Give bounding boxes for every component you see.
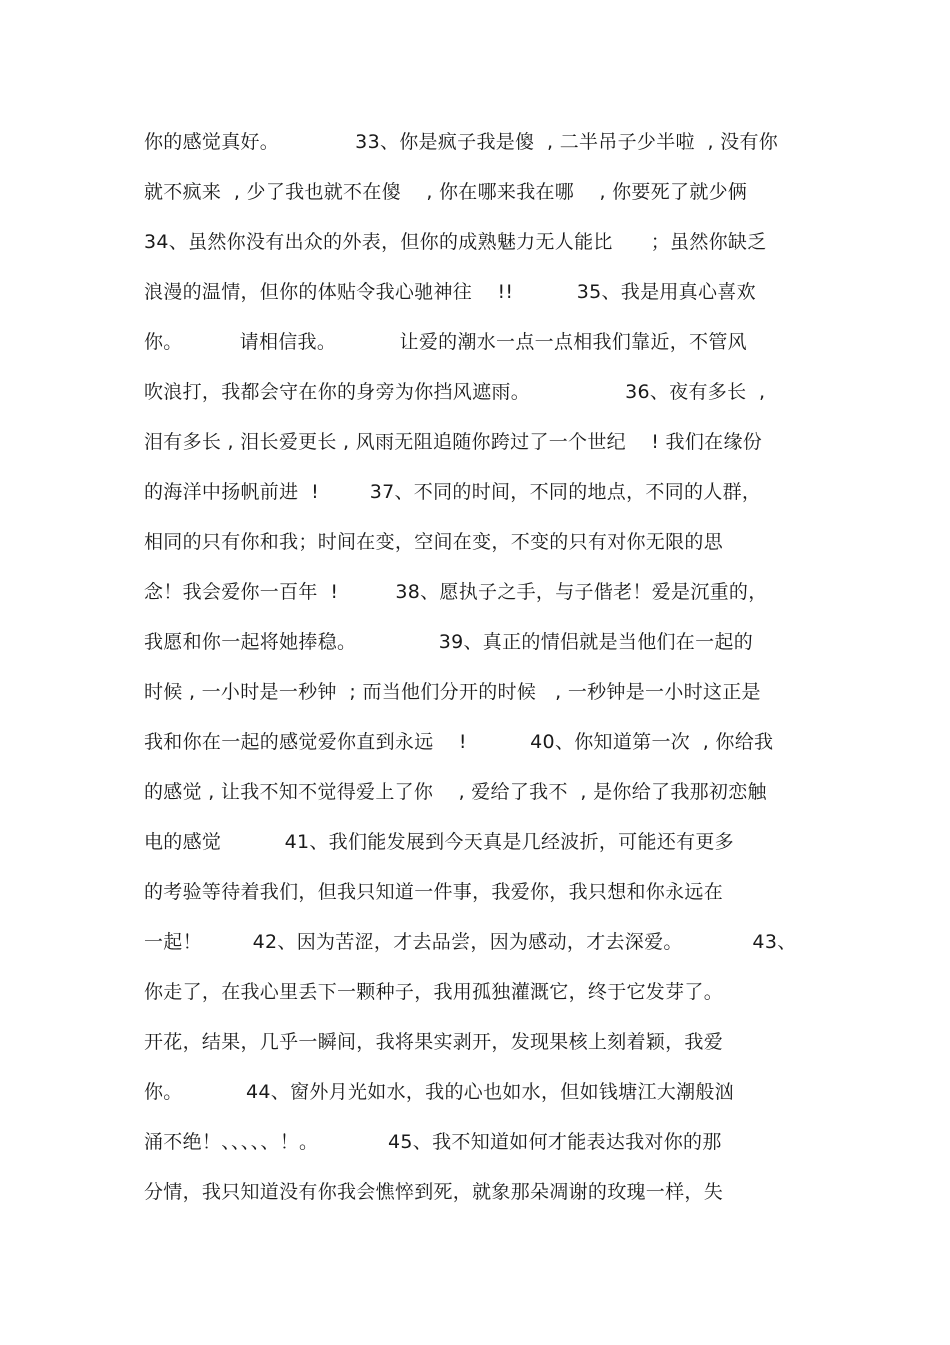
text-line: 电的感觉 41、我们能发展到今天真是几经波折，可能还有更多 (144, 831, 734, 853)
text-line: 分情，我只知道没有你我会憔悴到死，就象那朵凋谢的玫瑰一样，失 (144, 1181, 724, 1203)
text-line: 相同的只有你和我；时间在变，空间在变，不变的只有对你无限的思 (144, 531, 724, 553)
text-line: 的感觉 , 让我不知不觉得爱上了你 , 爱给了我不 , 是你给了我那初恋触 (144, 781, 767, 803)
text-line: 你走了，在我心里丢下一颗种子，我用孤独灌溉它，终于它发芽了。 (144, 981, 724, 1003)
text-line: 34、虽然你没有出众的外表，但你的成熟魅力无人能比 ；虽然你缺乏 (144, 231, 767, 253)
text-line: 一起！ 42、因为苦涩，才去品尝，因为感动，才去深爱。 43、 (144, 931, 797, 953)
text-line: 你。 请相信我。 让爱的潮水一点一点相我们靠近，不管风 (144, 331, 747, 353)
body-text (144, 117, 824, 1217)
text-line: 的海洋中扬帆前进 ! 37、不同的时间，不同的地点，不同的人群， (144, 481, 762, 503)
text-line: 就不疯来 , 少了我也就不在傻 , 你在哪来我在哪 , 你要死了就少俩 (144, 181, 748, 203)
text-line: 你的感觉真好。 33、你是疯子我是傻 , 二半吊子少半啦 , 没有你 (144, 131, 779, 153)
text-line: 我和你在一起的感觉爱你直到永远 ! 40、你知道第一次 , 你给我 (144, 731, 774, 753)
text-line: 时候 , 一小时是一秒钟 ; 而当他们分开的时候 , 一秒钟是一小时这正是 (144, 681, 761, 703)
text-line: 你。 44、窗外月光如水，我的心也如水，但如钱塘江大潮般汹 (144, 1081, 734, 1103)
text-line: 开花，结果，几乎一瞬间，我将果实剥开，发现果核上刻着颖，我爱 (144, 1031, 724, 1053)
text-line: 涌不绝！、、、、、！。 45、我不知道如何才能表达我对你的那 (144, 1131, 722, 1153)
text-line: 念！我会爱你一百年 ! 38、愿执子之手，与子偕老！爱是沉重的， (144, 581, 768, 603)
text-line: 我愿和你一起将她捧稳。 39、真正的情侣就是当他们在一起的 (144, 631, 753, 653)
text-line: 浪漫的温情，但你的体贴令我心驰神往 !! 35、我是用真心喜欢 (144, 281, 756, 303)
text-line: 泪有多长 , 泪长爱更长 , 风雨无阻追随你跨过了一个世纪 ! 我们在缘份 (144, 431, 763, 453)
text-line: 吹浪打，我都会守在你的身旁为你挡风遮雨。 36、夜有多长 , (144, 381, 766, 403)
text-line: 的考验等待着我们，但我只知道一件事，我爱你，我只想和你永远在 (144, 881, 724, 903)
